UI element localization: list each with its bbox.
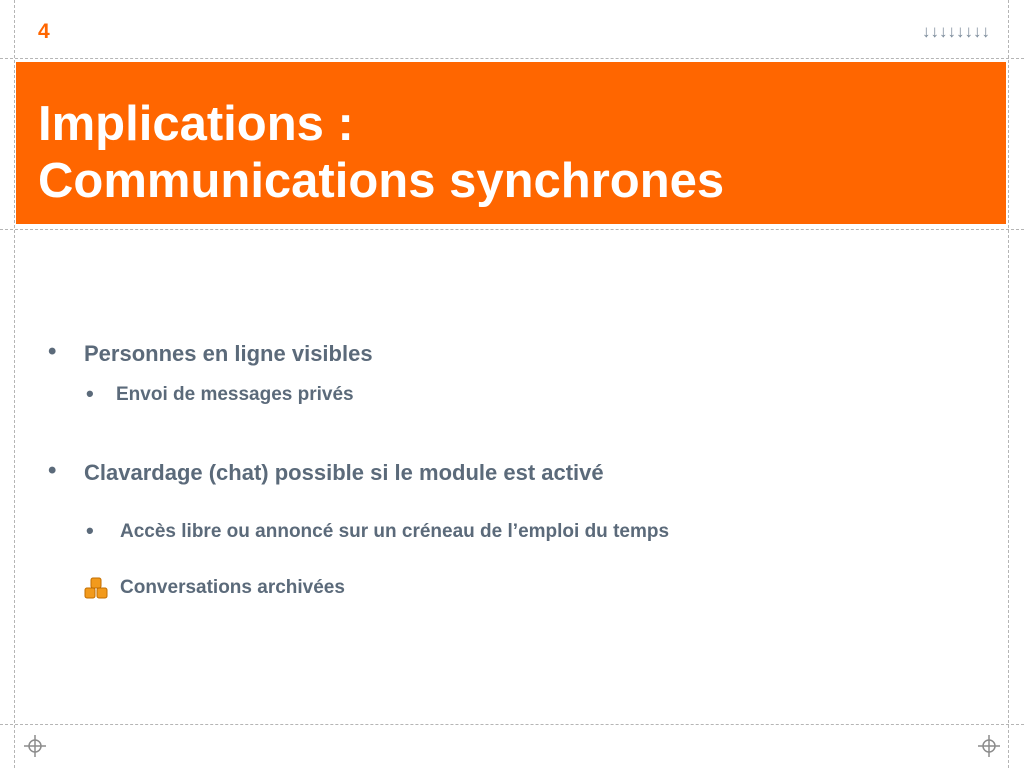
guide-line-top — [0, 58, 1024, 59]
bullet-dot-icon: • — [48, 338, 57, 365]
slide-title — [38, 96, 724, 210]
list-item-5: Conversations archivées — [120, 577, 345, 598]
list-item-2: Envoi de messages privés — [116, 384, 354, 405]
bullet-dot-icon: • — [48, 457, 57, 484]
slide-number: 4 — [38, 20, 50, 43]
guide-line-bottom — [0, 724, 1024, 725]
bullet-dot-icon: • — [86, 518, 94, 543]
list-item-4: Accès libre ou annoncé sur un créneau de l’emploi du temps — [120, 521, 670, 542]
bullet-dot-icon: • — [86, 381, 94, 406]
guide-line-right — [1008, 0, 1009, 768]
guide-line-left — [14, 0, 15, 768]
guide-line-title-bottom — [0, 229, 1024, 230]
cubes-icon — [84, 576, 108, 600]
crosshair-icon — [978, 735, 1000, 757]
slide-title-line-1: Implications : — [38, 97, 354, 151]
nav-arrows-icon[interactable]: ↓↓↓↓↓↓↓↓ — [922, 22, 990, 41]
list-item-3: Clavardage (chat) possible si le module est activé — [84, 460, 604, 485]
slide-title-line-2: Communications synchrones — [38, 154, 725, 208]
crosshair-icon — [24, 735, 46, 757]
list-item-1: Personnes en ligne visibles — [84, 341, 373, 366]
